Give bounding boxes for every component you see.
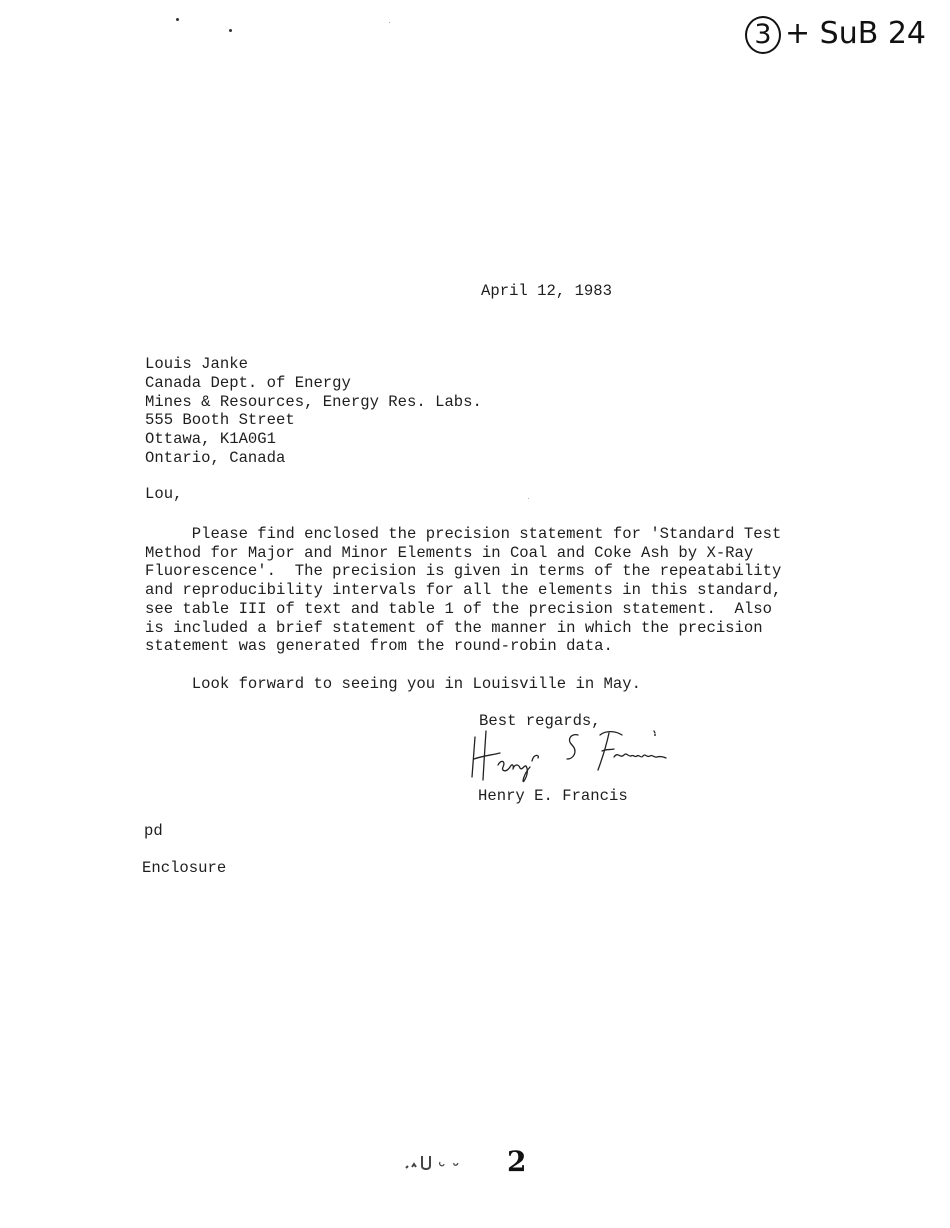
faint-stamp-mark — [402, 1150, 482, 1174]
handwritten-signature — [468, 725, 678, 785]
page-number: 2 — [507, 1145, 527, 1178]
body-paragraph-2: Look forward to seeing you in Louisville in May. — [145, 675, 641, 693]
address-line: 555 Booth Street — [145, 411, 295, 430]
enclosure-note: Enclosure — [142, 859, 227, 877]
paragraph-line: Fluorescence'. The precision is given in terms of the repeatability — [145, 562, 782, 581]
letter-date: April 12, 1983 — [481, 282, 613, 300]
closing: Best regards, — [479, 712, 601, 730]
address-line: Ontario, Canada — [145, 448, 286, 467]
address-line: Ottawa, K1A0G1 — [145, 430, 277, 449]
paragraph-line: Please find enclosed the precision statement for 'Standard Test — [145, 525, 782, 543]
address-line: Louis Janke — [145, 355, 248, 373]
paragraph-line: Method for Major and Minor Elements in Coal and Coke Ash by X-Ray — [145, 543, 754, 562]
recipient-address — [145, 355, 482, 468]
scan-speck — [654, 734, 656, 736]
paragraph-line: see table III of text and table 1 of the precision statement. Also — [145, 599, 772, 618]
paragraph-line: is included a brief statement of the manner in which the precision — [145, 618, 763, 637]
handwritten-corner-note — [745, 16, 926, 54]
salutation: Lou, — [145, 485, 183, 503]
body-paragraph-1 — [145, 525, 781, 656]
paragraph-line: and reproducibility intervals for all the elements in this standard, — [145, 581, 782, 600]
scan-speck — [176, 18, 179, 21]
paragraph-line: statement was generated from the round-robin data. — [145, 637, 613, 656]
scan-speck — [389, 22, 390, 23]
address-line: Canada Dept. of Energy — [145, 373, 351, 392]
corner-note-text: + SuB 24 — [785, 16, 927, 51]
signer-name: Henry E. Francis — [478, 787, 628, 805]
circled-number: 3 — [745, 16, 781, 54]
scan-speck — [229, 29, 232, 32]
typist-initials: pd — [144, 822, 163, 840]
address-line: Mines & Resources, Energy Res. Labs. — [145, 392, 482, 411]
scan-speck — [528, 498, 529, 499]
